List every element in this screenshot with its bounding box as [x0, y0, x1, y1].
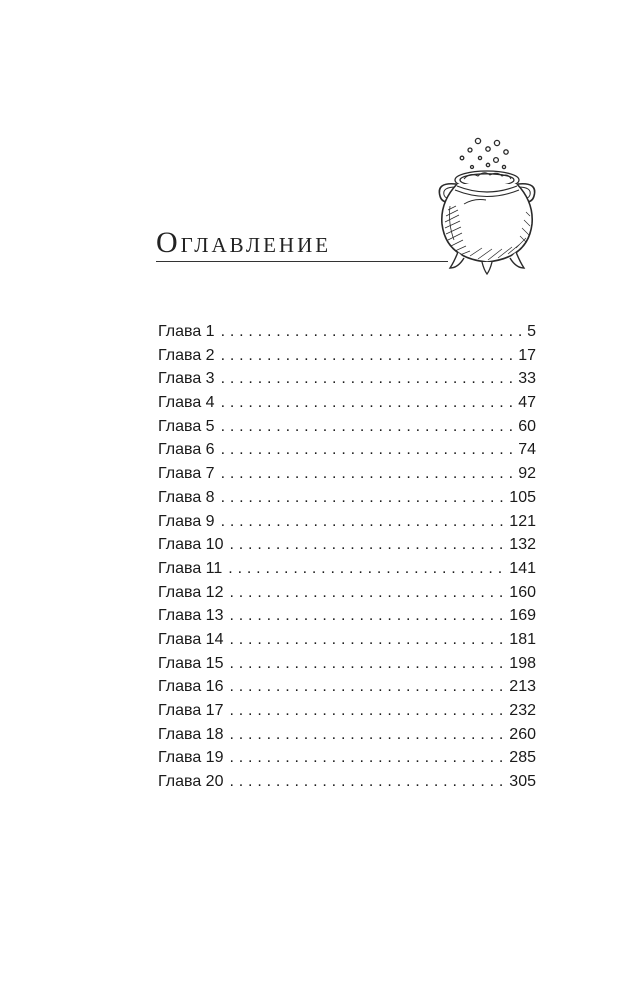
toc-entry — [158, 628, 536, 652]
toc-entry-page-number: 105 — [509, 488, 536, 506]
page-title: Оглавление — [156, 226, 332, 259]
dot-leader — [229, 581, 505, 605]
toc-entry-page-number: 132 — [509, 536, 536, 554]
toc-entry-page-number: 198 — [509, 654, 536, 672]
dot-leader — [221, 510, 506, 534]
toc-entry-page-number: 169 — [509, 607, 536, 625]
toc-entry — [158, 746, 536, 770]
toc-entry-page-number: 17 — [518, 346, 536, 364]
toc-entry-page-number: 160 — [509, 583, 536, 601]
dot-leader — [228, 557, 505, 581]
title-block — [156, 224, 448, 264]
toc-entry-label: Глава 15 — [158, 654, 224, 672]
toc-entry — [158, 486, 536, 510]
toc-entry-label: Глава 9 — [158, 512, 215, 530]
title-divider — [156, 261, 448, 262]
toc-entry-page-number: 181 — [509, 630, 536, 648]
dot-leader — [221, 367, 515, 391]
dot-leader — [221, 462, 515, 486]
toc-entry-label: Глава 18 — [158, 725, 224, 743]
toc-entry-page-number: 121 — [509, 512, 536, 530]
table-of-contents — [158, 320, 536, 794]
dot-leader — [229, 652, 505, 676]
toc-entry-label: Глава 17 — [158, 702, 224, 719]
dot-leader — [221, 320, 524, 344]
toc-entry-label: Глава 2 — [158, 346, 215, 364]
dot-leader — [229, 723, 505, 747]
dot-leader — [229, 604, 505, 628]
dot-leader — [229, 533, 505, 557]
toc-entry — [158, 510, 536, 534]
toc-entry — [158, 723, 536, 747]
cauldron-icon — [430, 136, 542, 286]
dot-leader — [221, 415, 515, 439]
toc-entry — [158, 367, 536, 391]
toc-entry-label: Глава 10 — [158, 536, 224, 554]
toc-entry-page-number: 33 — [518, 370, 536, 388]
toc-entry-label: Глава 4 — [158, 394, 215, 412]
dot-leader — [229, 699, 505, 723]
toc-entry-label: Глава 8 — [158, 488, 215, 506]
toc-entry-page-number: 232 — [509, 702, 536, 719]
toc-entry — [158, 438, 536, 462]
toc-entry-label: Глава 13 — [158, 607, 224, 625]
toc-entry — [158, 391, 536, 415]
toc-entry-label: Глава 1 — [158, 323, 215, 340]
toc-entry — [158, 557, 536, 581]
toc-entry — [158, 699, 536, 723]
toc-entry — [158, 320, 536, 344]
dot-leader — [221, 344, 515, 368]
toc-entry — [158, 604, 536, 628]
toc-entry-label: Глава 11 — [158, 559, 223, 577]
dot-leader — [229, 675, 505, 699]
toc-entry-page-number: 60 — [518, 417, 536, 435]
toc-entry-page-number: 260 — [509, 725, 536, 743]
toc-entry — [158, 462, 536, 486]
toc-entry-label: Глава 12 — [158, 583, 224, 601]
toc-entry — [158, 581, 536, 605]
toc-entry — [158, 770, 536, 794]
dot-leader — [221, 391, 515, 415]
toc-entry-page-number: 141 — [509, 559, 536, 577]
toc-entry-label: Глава 16 — [158, 678, 224, 696]
toc-entry-label: Глава 6 — [158, 441, 215, 459]
toc-entry-page-number: 213 — [509, 678, 536, 696]
toc-entry-label: Глава 7 — [158, 465, 215, 483]
toc-entry-page-number: 47 — [518, 394, 536, 412]
toc-entry — [158, 415, 536, 439]
toc-entry-label: Глава 14 — [158, 630, 224, 648]
toc-entry — [158, 675, 536, 699]
toc-entry — [158, 344, 536, 368]
toc-entry — [158, 533, 536, 557]
dot-leader — [221, 486, 506, 510]
toc-entry-page-number: 285 — [509, 749, 536, 767]
toc-entry-label: Глава 3 — [158, 370, 215, 388]
toc-entry-label: Глава 5 — [158, 417, 215, 435]
toc-entry-page-number: 74 — [518, 441, 536, 459]
dot-leader — [229, 628, 505, 652]
toc-entry-label: Глава 19 — [158, 749, 224, 767]
dot-leader — [221, 438, 515, 462]
toc-entry-page-number: 5 — [527, 323, 536, 340]
toc-entry-page-number: 305 — [509, 773, 536, 791]
dot-leader — [229, 770, 505, 794]
toc-entry-page-number: 92 — [518, 465, 536, 483]
dot-leader — [229, 746, 505, 770]
toc-entry — [158, 652, 536, 676]
toc-entry-label: Глава 20 — [158, 773, 224, 791]
